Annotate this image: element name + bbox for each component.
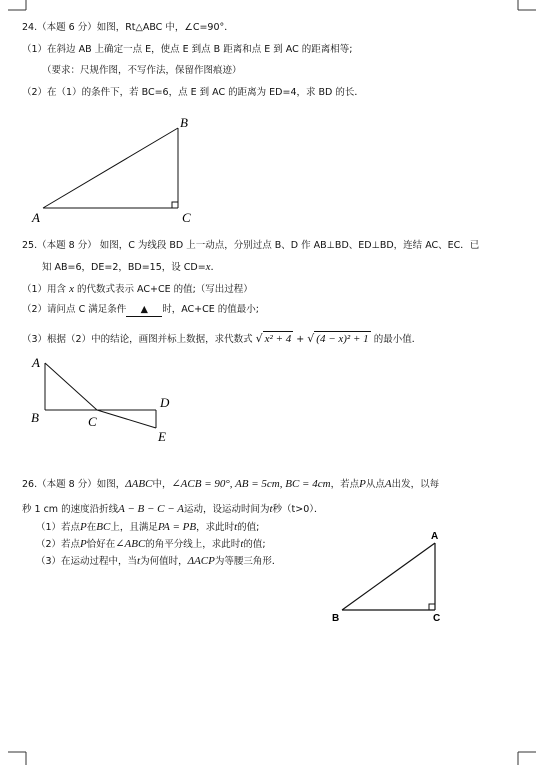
q26-p2-p: P — [80, 538, 87, 550]
q25-title: 25.（本题 8 分） 如图，C 为线段 BD 上一动点，分别过点 B、D 作 AB⊥BD、ED⊥BD，连结 AC、EC．已 — [22, 240, 480, 251]
q26-p2-b: 恰好在 — [86, 539, 116, 550]
q26-part1 — [36, 521, 259, 534]
q26-condition: ∠ACB = 90°, AB = 5cm, BC = 4cm — [171, 478, 331, 490]
q26-label-b: B — [332, 613, 340, 624]
q26-p2-t: t — [240, 538, 244, 550]
q25-var-x: x — [205, 261, 211, 273]
q26-label-a: A — [431, 531, 439, 542]
q26-point-a: A — [384, 478, 392, 490]
q24-part2: （2）在（1）的条件下，若 BC=6，点 E 到 AC 的距离为 ED=4，求 BD 的长． — [22, 87, 364, 98]
q24-part1: （1）在斜边 AB 上确定一点 E，使点 E 到点 B 距离和点 E 到 AC 的距离相等; — [22, 44, 353, 55]
q25-label-b: B — [31, 410, 39, 425]
q26-p2-d: 的值; — [243, 539, 266, 550]
q26-p2-angle: ∠ABC — [115, 538, 146, 550]
q24-label-a: A — [32, 210, 40, 225]
q26-p3-b: 为何值时， — [140, 556, 188, 567]
q25-given-end: ． — [210, 262, 221, 273]
q25-part1-var: x — [69, 283, 74, 295]
q26-triangle: ΔABC — [125, 478, 153, 490]
q26-triangle-figure — [325, 525, 455, 630]
q26-title-c: ，若点 — [330, 479, 360, 490]
q25-radical-1: x² + 4 — [264, 333, 292, 345]
q26-point-p: P — [359, 478, 366, 490]
q25-part1 — [22, 283, 253, 296]
q26-p1-c: 上，且满足 — [110, 522, 158, 533]
q26-p3-triangle: ΔACP — [187, 555, 215, 567]
q26-part2 — [36, 538, 266, 551]
q25-part2 — [22, 304, 259, 317]
q25-part3-a: （3）根据（2）中的结论，画图并标上数据，求代数式 — [22, 334, 253, 345]
q25-part1-a: （1）用含 — [22, 284, 67, 295]
q26-title-d: 从点 — [365, 479, 385, 490]
q25-figure — [26, 352, 186, 452]
q26-p3-c: 为等腰三角形． — [214, 556, 282, 567]
q25-label-e: E — [158, 429, 166, 444]
q25-answer-blank: ▲ — [126, 304, 162, 317]
q26-p3-t: t — [137, 555, 141, 567]
q25-title-cont — [42, 261, 220, 274]
q25-label-c: C — [88, 414, 97, 429]
q25-part3-b: 的最小值． — [373, 334, 422, 345]
q26-line2 — [22, 503, 324, 516]
q26-p1-eq: PA = PB — [157, 521, 197, 533]
q26-var-t: t — [269, 503, 273, 515]
q26-line2-a: 秒 1 cm 的速度沿折线 — [22, 504, 119, 515]
q24-label-c: C — [182, 210, 191, 225]
q26-p1-b: 在 — [86, 522, 97, 533]
q26-p1-d: ，求此时 — [196, 522, 235, 533]
q26-title — [22, 478, 439, 491]
q25-label-d: D — [160, 395, 170, 410]
q26-p1-bc: BC — [96, 521, 111, 533]
q26-title-a: 26.（本题 8 分）如图， — [22, 479, 126, 490]
q24-part1-note: （要求：尺规作图，不写作法，保留作图痕迹） — [42, 65, 242, 76]
q24-label-b: B — [180, 115, 188, 130]
q25-part2-b: 时，AC+CE 的值最小; — [162, 304, 260, 315]
q25-part1-b: 的代数式表示 AC+CE 的值;（写出过程） — [77, 284, 253, 295]
q25-label-a: A — [32, 355, 40, 370]
q25-part2-a: （2）请问点 C 满足条件 — [22, 304, 127, 315]
q26-title-e: 出发，以每 — [391, 479, 440, 490]
q26-p1-p: P — [80, 521, 87, 533]
q26-p3-a: （3）在运动过程中，当 — [36, 556, 138, 567]
q25-given-text: 知 AB=6，DE=2，BD=15，设 CD= — [42, 262, 206, 273]
q26-p1-t: t — [234, 521, 238, 533]
q26-p2-a: （2）若点 — [36, 539, 81, 550]
q26-path: A − B − C − A — [118, 503, 184, 515]
q26-line2-b: 运动，设运动时间为 — [183, 504, 270, 515]
q26-title-b: 中， — [152, 479, 172, 490]
q24-title: 24.（本题 6 分）如图，Rt△ABC 中，∠C=90°． — [22, 22, 234, 33]
q26-p2-c: 的角平分线上，求此时 — [145, 539, 241, 550]
q25-plus: + — [296, 334, 305, 345]
q25-part3: （3）根据（2）中的结论，画图并标上数据，求代数式 √ x² + 4 + √ (4 − x)² + 1 的最小值． — [22, 332, 422, 345]
q26-p1-a: （1）若点 — [36, 522, 81, 533]
q26-line2-c: 秒（t>0）． — [272, 504, 324, 515]
q24-triangle-figure — [28, 110, 208, 230]
q26-part3 — [36, 555, 281, 568]
q26-label-c: C — [433, 613, 441, 624]
q25-radical-2: (4 − x)² + 1 — [316, 333, 369, 345]
q26-p1-e: 的值; — [237, 522, 260, 533]
